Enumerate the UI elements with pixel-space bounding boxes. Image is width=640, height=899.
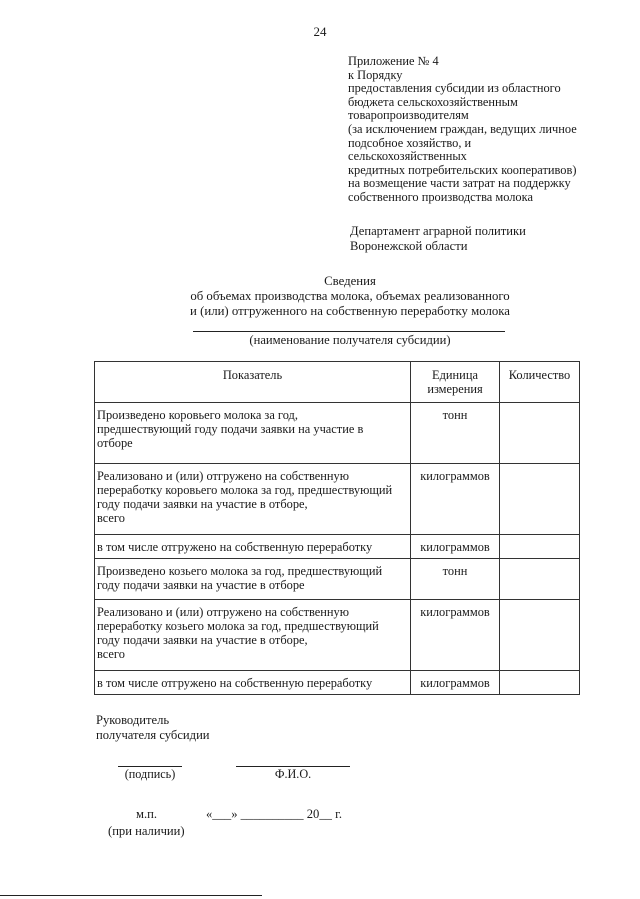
appendix-line: товаропроизводителям — [348, 108, 469, 123]
row-quantity-cell[interactable] — [500, 464, 580, 535]
row-unit: килограммов — [411, 600, 500, 671]
row-indicator-line: в том числе отгружено на собственную переработку — [97, 540, 373, 554]
row-indicator-line: предшествующий году подачи заявки на участие в — [97, 422, 364, 436]
row-indicator-line: всего — [97, 511, 125, 525]
footer-rule — [0, 895, 262, 896]
appendix-line: к Порядку — [348, 67, 403, 82]
stamp-mark: м.п. — [136, 807, 158, 821]
row-indicator — [95, 464, 411, 535]
table-row — [95, 403, 580, 464]
appendix-line: (за исключением граждан, ведущих личное — [348, 121, 577, 136]
row-indicator-line: году подачи заявки на участие в отборе, — [97, 497, 308, 511]
row-unit: тонн — [411, 559, 500, 600]
appendix-line: собственного производства молока — [348, 189, 533, 204]
table-row — [95, 671, 580, 695]
date-line[interactable]: «___» __________ 20__ г. — [206, 807, 342, 821]
table-header-row — [95, 362, 580, 403]
row-quantity-cell[interactable] — [500, 535, 580, 559]
header-unit — [411, 362, 500, 403]
heading-title: Сведения — [324, 274, 376, 288]
page-number: 24 — [313, 24, 327, 39]
department-line: Департамент аграрной политики — [350, 224, 526, 238]
row-indicator — [95, 671, 411, 695]
header-unit-line: Единица — [432, 368, 478, 382]
row-indicator-line: Произведено козьего молока за год, предшествующий — [97, 564, 383, 578]
department-line: Воронежской области — [350, 239, 468, 253]
row-quantity-cell[interactable] — [500, 671, 580, 695]
recipient-name-line[interactable] — [193, 331, 505, 332]
recipient-caption: (наименование получателя субсидии) — [249, 333, 451, 347]
row-indicator-line: в том числе отгружено на собственную переработку — [97, 676, 373, 690]
row-unit: килограммов — [411, 464, 500, 535]
appendix-line: бюджета сельскохозяйственным — [348, 94, 518, 109]
heading-line: об объемах производства молока, объемах реализованного — [190, 289, 510, 303]
appendix-line: подсобное хозяйство, и — [348, 135, 472, 150]
row-unit: килограммов — [411, 671, 500, 695]
header-quantity: Количество — [500, 362, 580, 403]
appendix-line: на возмещение части затрат на поддержку — [348, 176, 571, 191]
department-addressee — [350, 224, 526, 254]
row-indicator-line: всего — [97, 647, 125, 661]
table-row — [95, 559, 580, 600]
row-unit: килограммов — [411, 535, 500, 559]
signature-caption: (подпись) — [124, 767, 176, 781]
row-indicator-line: Реализовано и (или) отгружено на собственную — [97, 469, 349, 483]
signatory-line: Руководитель — [96, 713, 170, 727]
table-row — [95, 464, 580, 535]
row-indicator-line: переработку козьего молока за год, предшествующий — [97, 619, 379, 633]
row-indicator-line: Произведено коровьего молока за год, — [97, 408, 298, 422]
row-indicator — [95, 559, 411, 600]
header-indicator: Показатель — [95, 362, 411, 403]
signatory-line: получателя субсидии — [96, 728, 210, 742]
appendix-line: кредитных потребительских кооперативов) — [348, 162, 577, 177]
table-row — [95, 535, 580, 559]
row-indicator — [95, 535, 411, 559]
table-row — [95, 600, 580, 671]
document-heading — [150, 274, 550, 319]
heading-line: и (или) отгруженного на собственную переработку молока — [190, 304, 510, 318]
row-indicator-line: году подачи заявки на участие в отборе, — [97, 633, 308, 647]
appendix-line: Приложение № 4 — [348, 54, 439, 68]
header-unit-line: измерения — [427, 382, 483, 396]
row-indicator — [95, 600, 411, 671]
row-unit: тонн — [411, 403, 500, 464]
stamp-note: (при наличии) — [108, 824, 185, 838]
appendix-reference — [348, 55, 638, 205]
row-indicator-line: году подачи заявки на участие в отборе — [97, 578, 305, 592]
milk-volume-table — [94, 361, 580, 695]
row-quantity-cell[interactable] — [500, 559, 580, 600]
appendix-line: сельскохозяйственных — [348, 149, 467, 164]
row-indicator — [95, 403, 411, 464]
row-quantity-cell[interactable] — [500, 600, 580, 671]
full-name-caption: Ф.И.О. — [274, 767, 312, 781]
row-indicator-line: переработку коровьего молока за год, предшествующий — [97, 483, 393, 497]
appendix-line: предоставления субсидии из областного — [348, 81, 561, 96]
row-indicator-line: Реализовано и (или) отгружено на собственную — [97, 605, 349, 619]
row-quantity-cell[interactable] — [500, 403, 580, 464]
row-indicator-line: отборе — [97, 436, 133, 450]
signatory-label — [96, 713, 210, 743]
